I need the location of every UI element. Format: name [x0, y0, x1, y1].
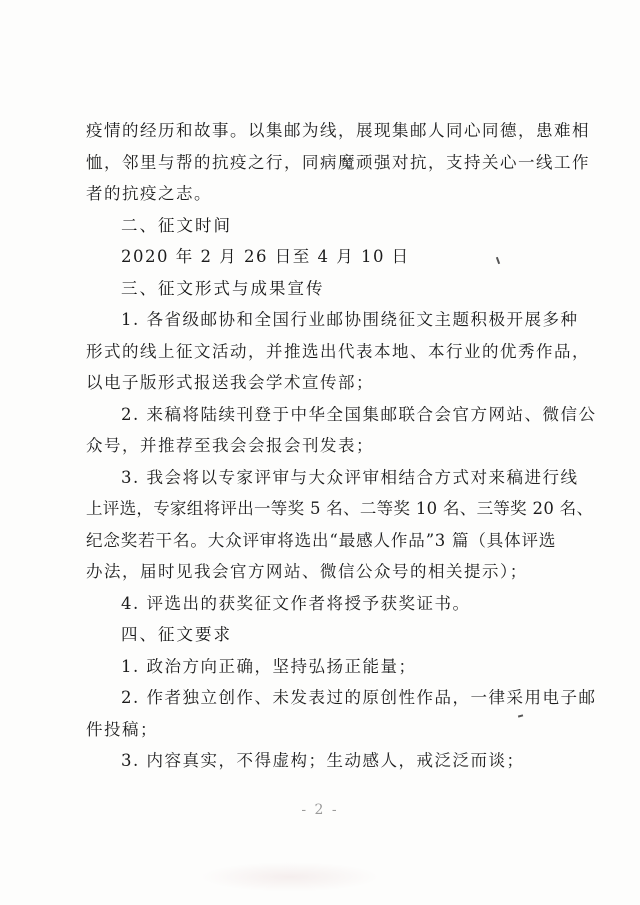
requirement-item-2-line: 2. 作者独立创作、未发表过的原创性作品，一律采用电子邮	[121, 688, 597, 707]
section-heading-format: 三、征文形式与成果宣传	[121, 278, 325, 298]
section-heading-time: 二、征文时间	[121, 215, 232, 235]
format-item-3-line: 3. 我会将以专家评审与大众评审相结合方式对来稿进行线	[121, 467, 579, 487]
format-item-3-line: 办法，届时见我会官方网站、微信公众号的相关提示）；	[86, 562, 528, 581]
format-item-1-line: 以电子版形式报送我会学术宣传部；	[86, 373, 374, 392]
page-number: - 2 -	[301, 802, 339, 818]
format-item-1-line: 1. 各省级邮协和全国行业邮协围绕征文主题积极开展多种	[121, 310, 579, 329]
body-text-line: 恤，邻里与帮的抗疫之行，同病魔顽强对抗，支持关心一线工作	[86, 152, 590, 172]
requirement-item-3: 3. 内容真实，不得虚构；生动感人，戒泛泛而谈；	[121, 751, 525, 770]
format-item-2-line: 2. 来稿将陆续刊登于中华全国集邮联合会官方网站、微信公	[121, 404, 597, 424]
body-text-line: 疫情的经历和故事。以集邮为线，展现集邮人同心同德，患难相	[86, 121, 590, 140]
format-item-3-line: 上评选，专家组将评出一等奖 5 名、二等奖 10 名、三等奖 20 名、	[86, 499, 594, 518]
format-item-4: 4. 评选出的获奖征文作者将授予获奖证书。	[121, 593, 471, 613]
document-body	[86, 115, 597, 777]
scan-smudge	[200, 862, 380, 892]
format-item-1-line: 形式的线上征文活动，并推选出代表本地、本行业的优秀作品，	[86, 341, 590, 361]
body-text-line: 者的抗疫之志。	[86, 184, 212, 203]
format-item-2-line: 众号，并推荐至我会会报会刊发表；	[86, 436, 374, 455]
submission-date-range: 2020 年 2 月 26 日至 4 月 10 日	[121, 247, 410, 266]
format-item-3-line: 纪念奖若干名。大众评审将选出“最感人作品”3 篇（具体评选	[86, 530, 556, 550]
section-heading-requirements: 四、征文要求	[121, 625, 232, 644]
requirement-item-1: 1. 政治方向正确，坚持弘扬正能量；	[121, 656, 417, 676]
requirement-item-2-line: 件投稿；	[86, 719, 158, 739]
